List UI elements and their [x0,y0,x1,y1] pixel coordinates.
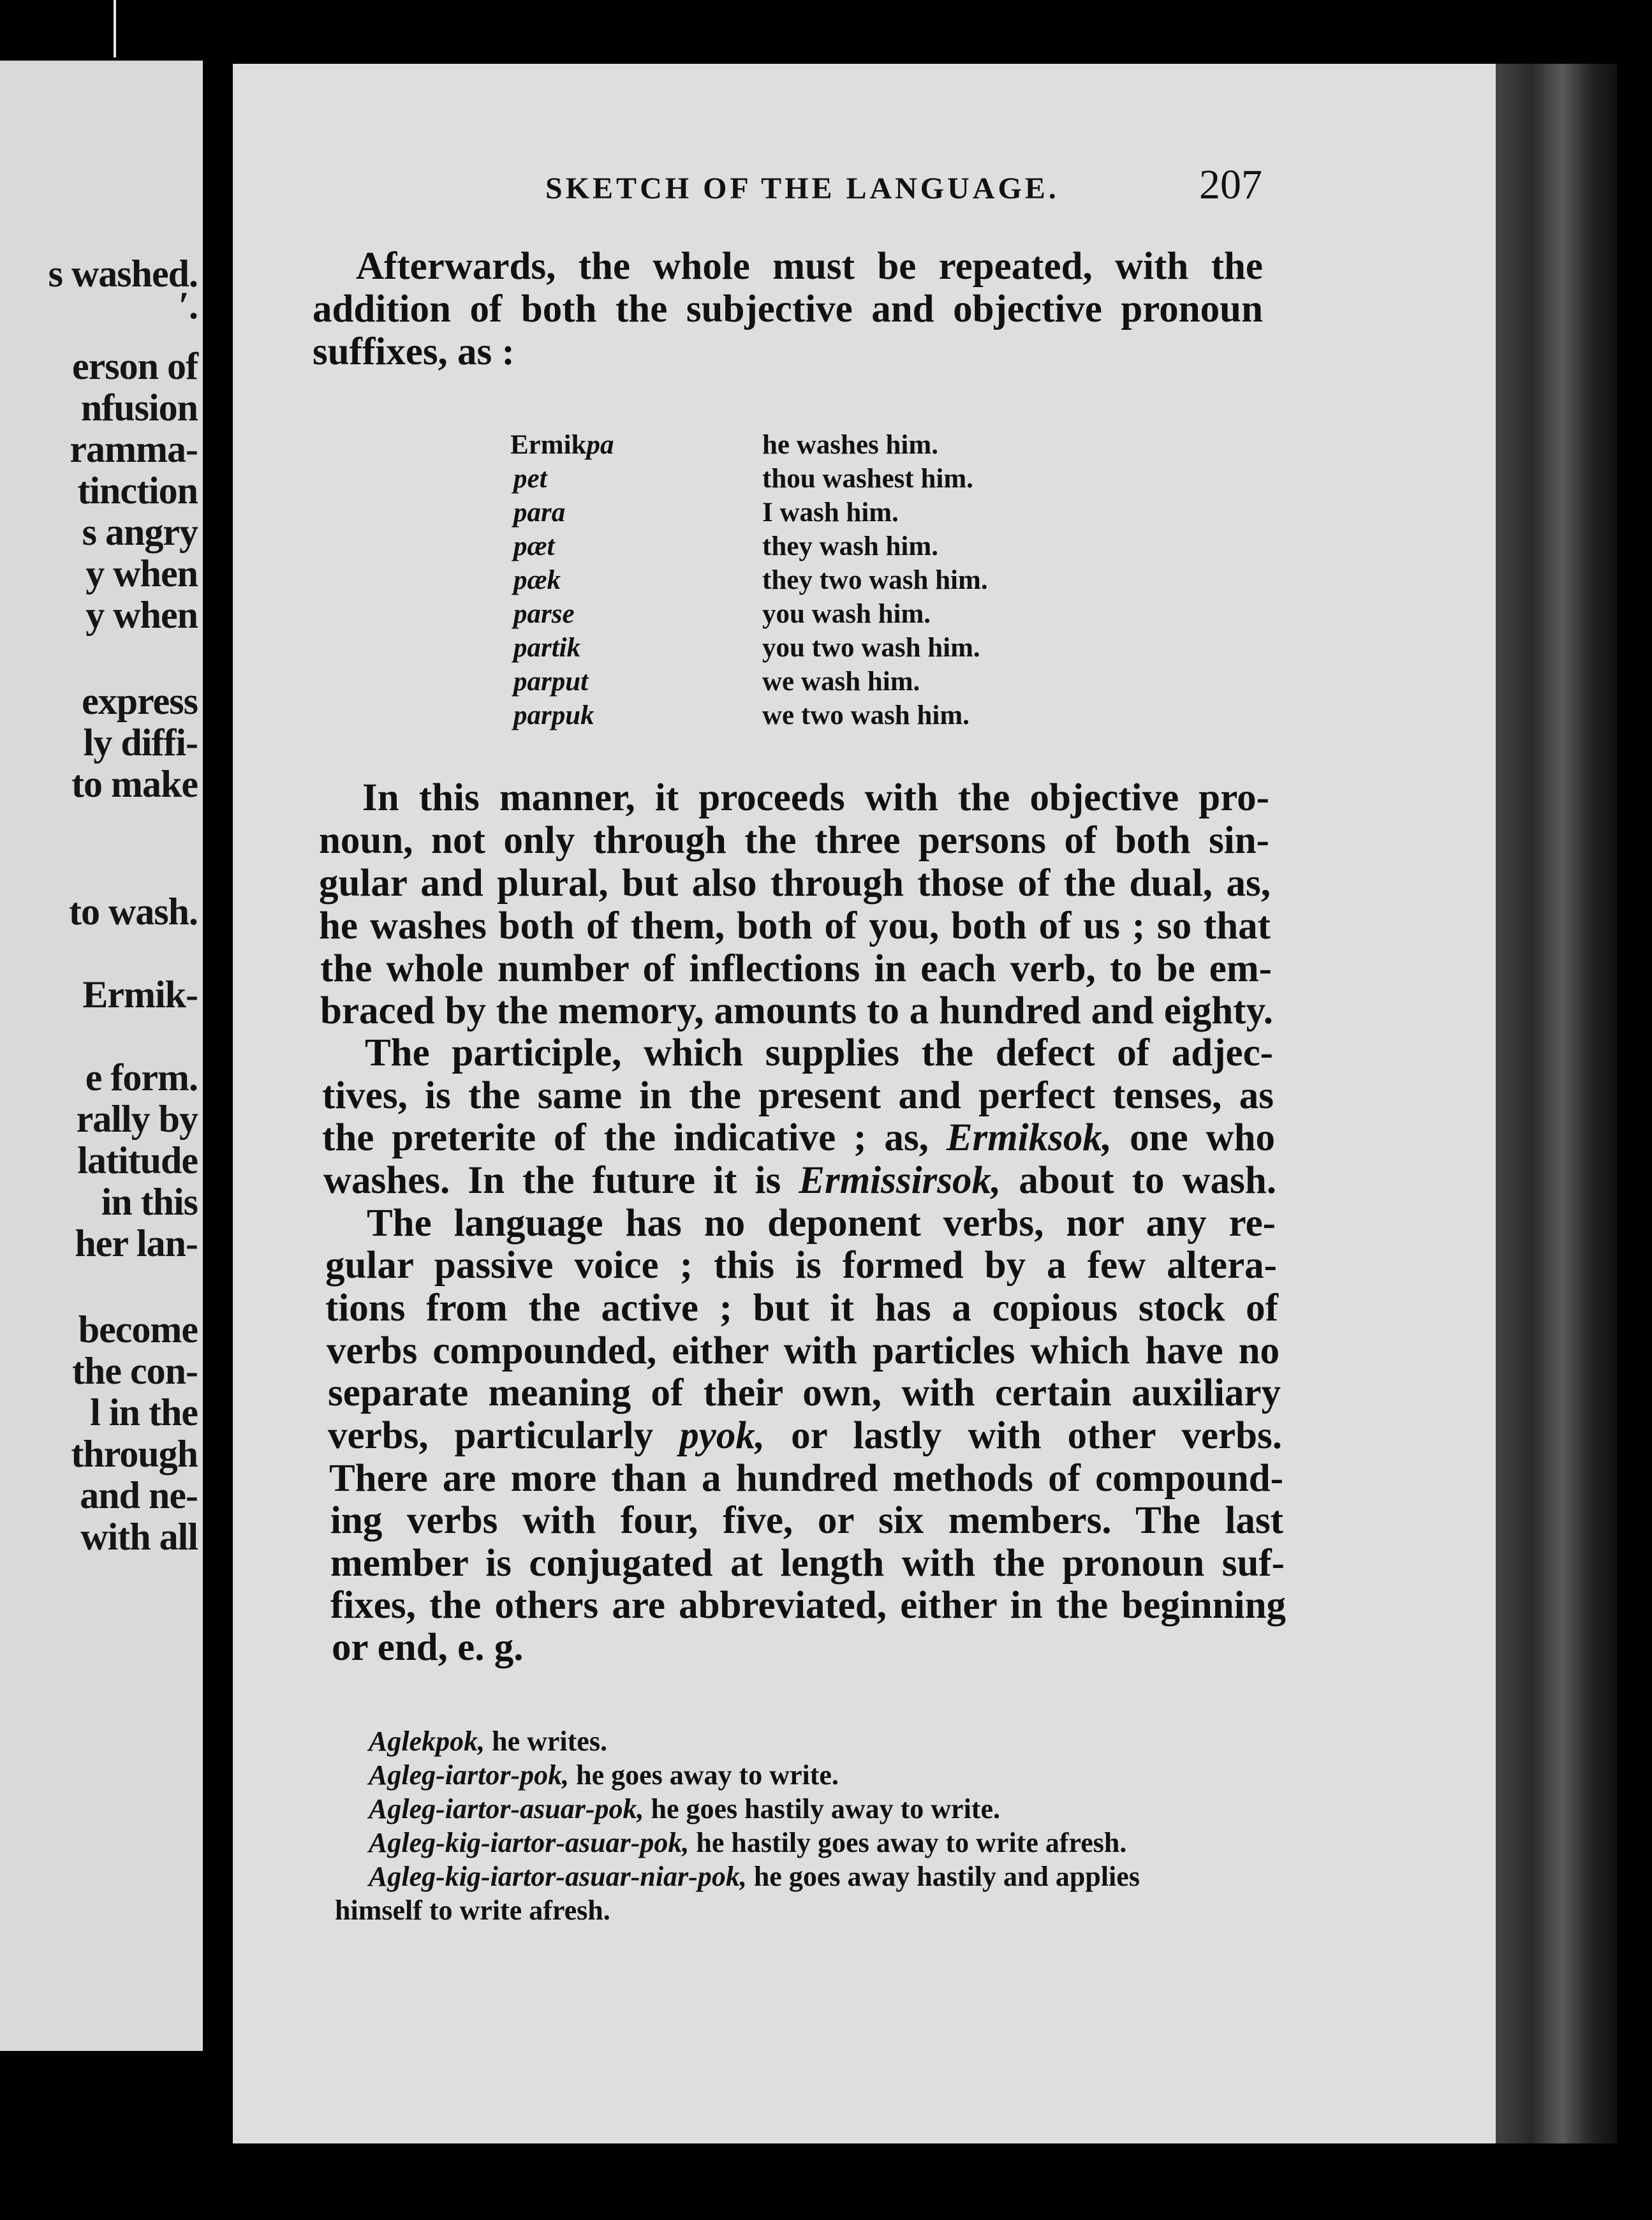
example-item [369,1793,1000,1825]
facing-page-line: with all [80,1516,198,1558]
facing-page-line: ramma- [70,428,198,470]
example-term: Agleg-kig-iartor-asuar-niar-pok, [369,1861,747,1892]
intro-line: addition of both the subjective and objective pronoun [313,288,1263,330]
intro-line: suffixes, as : [313,330,515,373]
body-line [328,1415,1282,1457]
body-line: verbs compounded, either with particles which have no [327,1329,1280,1372]
conj-meaning: thou washest him. [762,464,973,494]
facing-page-line: tinction [77,470,198,512]
conj-meaning: you two wash him. [762,633,980,663]
conj-suffix: para [513,498,566,528]
text-run: washes. In the future it is [323,1159,781,1202]
body-line: gular and plural, but also through those of the dual, as, [319,862,1271,905]
facing-page-line: through [71,1433,198,1475]
body-line: The language has no deponent verbs, nor any re- [367,1202,1276,1245]
body-line: There are more than a hundred methods of compound- [329,1457,1283,1500]
conj-meaning: we wash him. [762,667,920,697]
eskimo-term: Ermiksok, [946,1116,1112,1159]
body-line [322,1117,1275,1159]
body-line: noun, not only through the three persons of both sin- [319,819,1269,862]
example-gloss: he goes hastily away to write. [644,1793,1000,1824]
text-run: one who [1130,1116,1276,1159]
body-line: or end, e. g. [332,1626,524,1669]
body-line: separate meaning of their own, with certain auxiliary [328,1372,1281,1414]
facing-page-line: express [82,680,198,722]
facing-page-fragment [0,61,203,2051]
body-line: braced by the memory, amounts to a hundred and eighty. [320,989,1273,1032]
example-gloss: he writes. [485,1726,607,1757]
facing-page-line: erson of [72,345,198,387]
example-term: Agleg-iartor-asuar-pok, [369,1793,644,1824]
conj-suffix: pæk [513,565,561,595]
conj-meaning: they two wash him. [762,565,988,595]
facing-page-line: become [78,1308,198,1350]
conj-meaning: they wash him. [762,531,938,561]
example-gloss: he goes away hastily and applies [746,1861,1140,1892]
body-line: gular passive voice ; this is formed by a few altera- [325,1244,1277,1287]
text-run: the preterite of the indicative ; as, [322,1116,929,1159]
facing-page-line: s washed. [48,253,198,295]
eskimo-term: Ermissirsok, [799,1159,1001,1202]
body-line: tives, is the same in the present and perfect tenses, as [322,1074,1274,1117]
facing-page-line: ʹ. [179,285,198,327]
body-line: member is conjugated at length with the pronoun suf- [330,1542,1285,1585]
facing-page-line: y when [85,552,198,595]
facing-page-line: her lan- [75,1222,198,1264]
example-term: Agleg-kig-iartor-asuar-pok, [369,1827,690,1858]
gutter-mark [114,0,116,57]
conj-meaning: we two wash him. [762,700,970,730]
body-line: ing verbs with four, five, or six members. The last [330,1499,1283,1542]
example-gloss: he goes away to write. [569,1759,839,1791]
facing-page-line: the con- [72,1350,198,1392]
example-term: Agleg-iartor-pok, [369,1759,570,1791]
facing-page-line: ly diffi- [83,722,198,764]
body-line [323,1160,1276,1202]
facing-page-line: to make [71,763,198,805]
facing-page-line: Ermik- [82,973,198,1016]
facing-page-line: e form. [85,1056,198,1099]
example-item [369,1826,1126,1859]
conj-suffix: partik [513,633,581,663]
intro-line: Afterwards, the whole must be repeated, with the [356,245,1263,288]
body-line: tions from the active ; but it has a copious stock of [325,1287,1278,1329]
facing-page-line: nfusion [80,387,198,429]
facing-page-line: to wash. [68,891,198,933]
facing-page-line: in this [101,1181,198,1223]
example-gloss: he hastily goes away to write afresh. [689,1827,1127,1858]
facing-page-line: y when [85,594,198,636]
conj-meaning: I wash him. [762,498,899,528]
conj-suffix: pæt [513,531,555,561]
example-item [369,1759,839,1791]
conj-form [510,429,614,461]
example-term: Aglekpok, [369,1726,485,1757]
conj-meaning: you wash him. [762,599,931,629]
example-continuation: himself to write afresh. [335,1895,610,1926]
body-line: In this manner, it proceeds with the objective pro- [362,776,1269,819]
conj-stem: Ermik [510,430,587,460]
eskimo-term: pyok, [679,1414,765,1457]
body-line: he washes both of them, both of you, both of us ; so that [319,905,1271,947]
conj-meaning: he washes him. [762,430,938,460]
conj-suffix: pa [586,430,614,460]
body-line: fixes, the others are abbreviated, either in the beginning [330,1584,1286,1627]
facing-page-line: s angry [82,511,198,553]
example-item [369,1860,1140,1893]
body-line: the whole number of inflections in each verb, to be em- [320,947,1272,990]
conj-suffix: pet [513,464,547,494]
example-item [369,1725,607,1758]
conj-suffix: parput [513,667,589,697]
body-line: The participle, which supplies the defect of adjec- [365,1032,1273,1074]
conj-suffix: parse [513,599,575,629]
facing-page-line: l in the [90,1391,198,1433]
text-run: verbs, particularly [328,1414,654,1457]
conj-suffix: parpuk [513,700,594,730]
facing-page-line: rally by [76,1098,198,1140]
text-run: or lastly with other verbs. [791,1414,1283,1457]
running-head: SKETCH OF THE LANGUAGE. [545,172,1059,205]
facing-page-line: and ne- [80,1474,198,1516]
facing-page-line: latitude [77,1139,198,1181]
page-number: 207 [1199,161,1262,208]
page-edge-shadow [1496,64,1617,2143]
text-run: about to wash. [1019,1159,1277,1202]
